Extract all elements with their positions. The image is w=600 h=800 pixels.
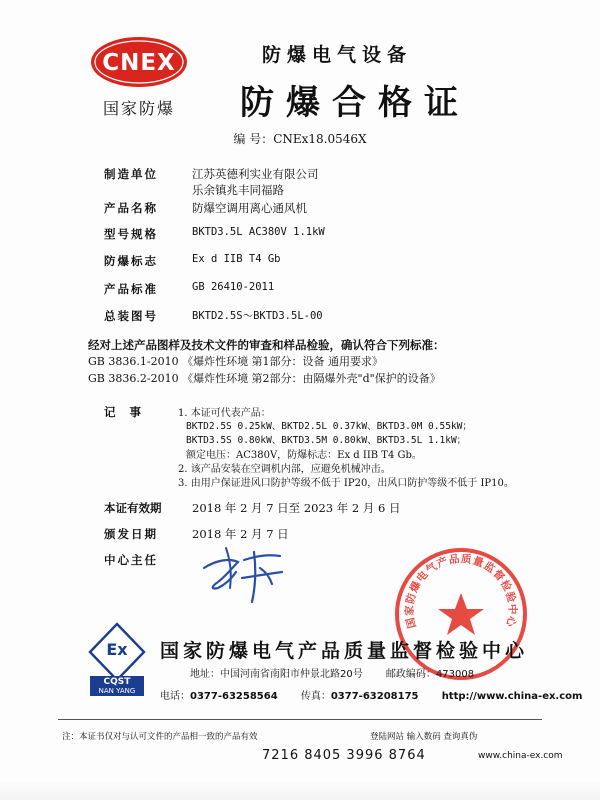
standard-line: GB 3836.1-2010 《爆炸性环境 第1部分：设备 通用要求》 <box>88 355 384 368</box>
ex-logo-city: NAN YANG <box>98 687 136 695</box>
field-label: 型号规格 <box>104 227 158 241</box>
record-line: 3. 由用户保证进风口防护等级不低于 IP20，出风口防护等级不低于 IP10。 <box>178 478 514 489</box>
contact-line <box>160 687 582 702</box>
logo-text: CNEX <box>102 50 176 76</box>
page-edge <box>0 778 600 800</box>
phone-label: 电话： <box>160 691 190 702</box>
field-label: 防爆标志 <box>104 254 158 268</box>
record-line: BKTD2.5S 0.25kW、BKTD2.5L 0.37kW、BKTD3.0M 0.55kW； <box>186 421 472 432</box>
address-line <box>190 665 474 680</box>
website-link[interactable]: http://www.china-ex.com <box>441 691 583 702</box>
page-title: 防爆合格证 <box>240 83 470 123</box>
field-value: 2018 年 2 月 7 日至 2023 年 2 月 6 日 <box>192 501 401 515</box>
validity-note: 注：本证书仅对与认可文件的产品相一致的产品有效 <box>62 732 258 742</box>
director-signature <box>196 538 296 608</box>
field-product-name <box>104 200 307 216</box>
field-label: 制造单位 <box>104 167 158 181</box>
field-manufacturer <box>104 166 319 182</box>
field-product-standard <box>104 281 275 297</box>
fax-value: 0377-63208175 <box>330 691 419 702</box>
field-label: 总装图号 <box>104 309 158 323</box>
footer-divider <box>58 719 542 720</box>
field-value: Ex d IIB T4 Gb <box>192 253 281 265</box>
basis-statement: 经对上述产品图样及技术文件的审查和样品检验，确认符合下列标准： <box>88 338 445 352</box>
address-value: 中国河南省南阳市仲景北路20号 <box>220 669 363 680</box>
institute-name: 国家防爆电气产品质量监督检验中心 <box>160 640 529 662</box>
standard-line: GB 3836.2-2010 《爆炸性环境 第2部分：由隔爆外壳"d"保护的设备》 <box>88 372 441 385</box>
field-model <box>104 226 325 242</box>
ex-logo-cqst: CQST <box>103 677 131 687</box>
record-line: 额定电压：AC380V，防爆标志：Ex d IIB T4 Gb。 <box>186 450 422 461</box>
field-label: 产品名称 <box>104 201 158 215</box>
postcode-label: 邮政编码： <box>385 669 436 680</box>
field-director <box>104 552 192 568</box>
field-value: BKTD2.5S～BKTD3.5L-00 <box>192 310 323 322</box>
field-assembly-drawing <box>104 308 323 324</box>
field-label: 产品标准 <box>104 282 158 296</box>
record-line: BKTD3.5S 0.80kW、BKTD3.5M 0.80kW、BKTD3.5L 1.1kW； <box>186 435 467 446</box>
records-label: 记事 <box>104 405 155 419</box>
postcode-value: 473008 <box>435 669 475 680</box>
field-issue-date <box>104 526 289 542</box>
field-value: 2018 年 2 月 7 日 <box>192 527 289 541</box>
verification-note: 登陆网站 输入数码 查询真伪 <box>370 732 478 742</box>
fax-label: 传真： <box>300 691 331 702</box>
seal-text: 国家防爆电气产品质量监督检验中心 <box>403 553 519 630</box>
field-value: 防爆空调用离心通风机 <box>192 201 307 215</box>
ex-logo-text: Ex <box>106 640 128 659</box>
field-label: 本证有效期 <box>104 501 162 515</box>
certificate-number: 编 号：CNEx18.0546X <box>233 132 367 146</box>
verification-url[interactable]: www.china-ex.com <box>478 751 563 761</box>
field-value: GB 26410-2011 <box>192 281 275 293</box>
field-value: 乐余镇兆丰同福路 <box>192 183 284 197</box>
logo-subtitle: 国家防爆 <box>102 99 175 118</box>
field-label: 中心主任 <box>104 553 158 567</box>
phone-value: 0377-63258564 <box>190 691 278 702</box>
header-category: 防爆电气设备 <box>262 44 413 66</box>
record-line: 1. 本证可代表产品： <box>178 408 271 419</box>
field-value: 江苏英德利实业有限公司 <box>192 167 319 181</box>
field-validity <box>104 500 401 516</box>
serial-number: 7216 8405 3996 8764 <box>262 748 426 763</box>
field-value: BKTD3.5L AC380V 1.1kW <box>192 226 325 238</box>
field-label: 颁发日期 <box>104 527 158 541</box>
address-label: 地址： <box>190 669 220 680</box>
field-ex-mark <box>104 253 281 269</box>
record-line: 2. 该产品安装在空调机内部，应避免机械冲击。 <box>178 464 391 475</box>
